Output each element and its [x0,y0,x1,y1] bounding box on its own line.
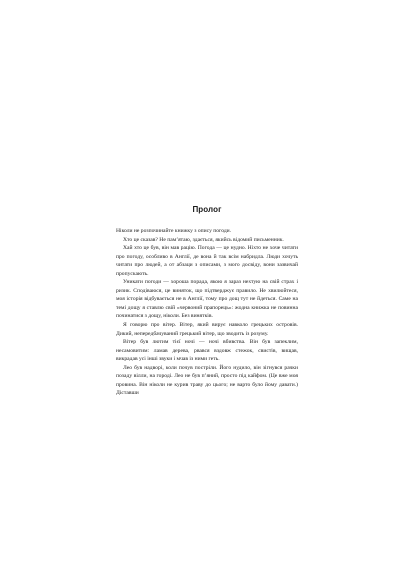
paragraph: Я говорю про вітер. Вітер, який вирує навколо грецьких островів. Дикий, непередбачуваний грецький вітер, що зводить із розуму. [116,322,298,337]
paragraph: Хай хто це був, він мав рацію. Погода — це нудно. Ніхто не хоче читати про погоду, особливо в Англії, де вона й так всім набридла. Люди хочуть читати про людей, а от абзаци з описами, з мого досвіду, вони зазвичай пропускають. [116,245,298,277]
chapter-title: Пролог [192,205,222,214]
paragraph: Лео був надворі, коли почув постріли. Його нудило, він зігнувся рачки позаду вілли, на городі. Лео не був п’яний, просто під кайфом. (Це вже моя провина. Він ніколи не курив траву до цього; не варто було йому давати.) Діставши [116,364,298,397]
paragraph: Вітер був лютим тієї ночі — ночі вбивства. Він був запеклим, несамовитим: ламав дерева, рвався вздовж стежок, свистів, вищав, викрадав усі інші звуки і мчав із ними геть. [116,339,298,363]
paragraph: Хто це сказав? Не пам’ятаю, здається, якийсь відомий письменник. [123,236,284,243]
paragraph: Ніколи не розпочинайте книжку з опису погоди. [116,228,232,234]
paragraph: Уникати погоди — хороша порада, якою я зараз нехтую на свій страх і ризик. Сподіваюся, це виняток, що підтверджує правило. Не хвилюйтеся, моя історія відбувається не в Англії, тому про дощ тут не йдеться. Саме на темі дощу я ставлю свій «червоний прапорець»: жодна книжка не повинна починатися з дощу, ніколи. Без винятків. [116,279,298,320]
book-page [116,205,298,398]
